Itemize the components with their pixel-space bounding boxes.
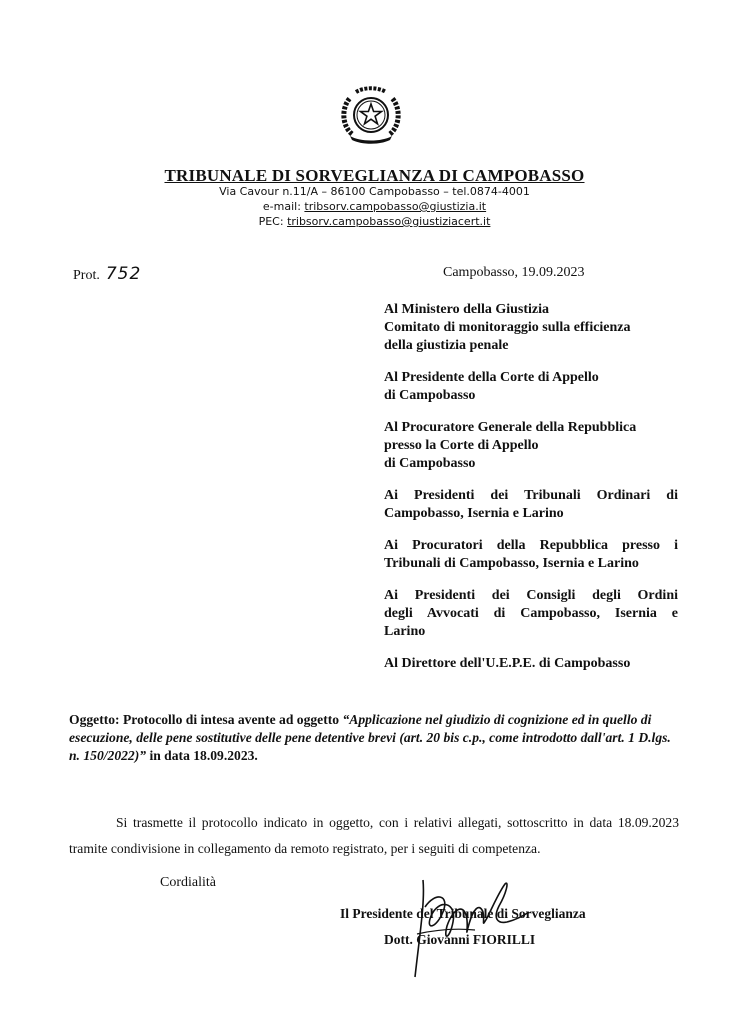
italian-republic-emblem-icon [338,86,404,146]
recipient-line: Ai Procuratori della Repubblica presso i [384,538,678,553]
signatory-title: Il Presidente del Tribunale di Sorveglianza [340,906,586,921]
signatory-name: Dott. Giovanni FIORILLI [384,932,536,947]
recipient-line: di Campobasso [384,456,476,471]
recipient [384,537,678,573]
recipient [384,301,678,355]
subject [69,711,679,765]
recipient-line: Campobasso, Isernia e Larino [384,506,564,521]
recipient-line: Ai Presidenti dei Tribunali Ordinari di [384,488,678,503]
recipient [384,369,678,405]
court-address: Via Cavour n.11/A – 86100 Campobasso – tel.0874-4001 [219,185,530,198]
email-link[interactable]: tribsorv.campobasso@giustizia.it [304,200,487,213]
recipient-line: della giustizia penale [384,338,509,353]
recipient [384,655,678,673]
court-email-line [0,200,749,213]
recipient [384,587,678,641]
recipient-line: degli Avvocati di Campobasso, Isernia e [384,606,678,621]
protocol [73,264,141,284]
recipient-line: Comitato di monitoraggio sulla efficienza [384,320,631,335]
recipient-line: Al Ministero della Giustizia [384,302,550,317]
recipients-list [384,301,678,687]
recipient-line: Tribunali di Campobasso, Isernia e Larino [384,556,639,571]
recipient-line: Al Direttore dell'U.E.P.E. di Campobasso [384,656,631,671]
pec-link[interactable]: tribsorv.campobasso@giustiziacert.it [287,215,491,228]
recipient-line: Al Presidente della Corte di Appello [384,370,599,385]
subject-prefix: Oggetto: Protocollo di intesa avente ad oggetto [69,712,343,727]
recipient-line: Larino [384,624,426,639]
recipient-line: di Campobasso [384,388,476,403]
recipient-line: Al Procuratore Generale della Repubblica [384,420,637,435]
court-pec-line [0,215,749,228]
protocol-number: 752 [105,264,142,284]
court-title: TRIBUNALE DI SORVEGLIANZA DI CAMPOBASSO [164,166,585,185]
subject-suffix: in data 18.09.2023. [146,748,258,763]
closing: Cordialità [160,875,216,890]
subject-quoted-title: “Applicazione nel giudizio di cognizione ed in quello di esecuzione, delle pene sostitutive delle pene detentive brevi (art. 20 bis c.p., come introdotto dall'art. 1 D.lgs. n. 150/2022)” [69,712,671,763]
recipient [384,487,678,523]
recipient-line: Ai Presidenti dei Consigli degli Ordini [384,588,678,603]
recipient [384,419,678,473]
recipient-line: presso la Corte di Appello [384,438,539,453]
body-paragraph: Si trasmette il protocollo indicato in oggetto, con i relativi allegati, sottoscritto in data 18.09.2023 tramite condivisione in collegamento da remoto registrato, per i seguiti di competenza. [69,815,679,856]
pec-label: PEC: [258,215,284,228]
place-date: Campobasso, 19.09.2023 [443,265,585,280]
protocol-label: Prot. [73,268,100,283]
handwritten-signature [395,872,545,982]
email-label: e-mail: [262,200,301,213]
